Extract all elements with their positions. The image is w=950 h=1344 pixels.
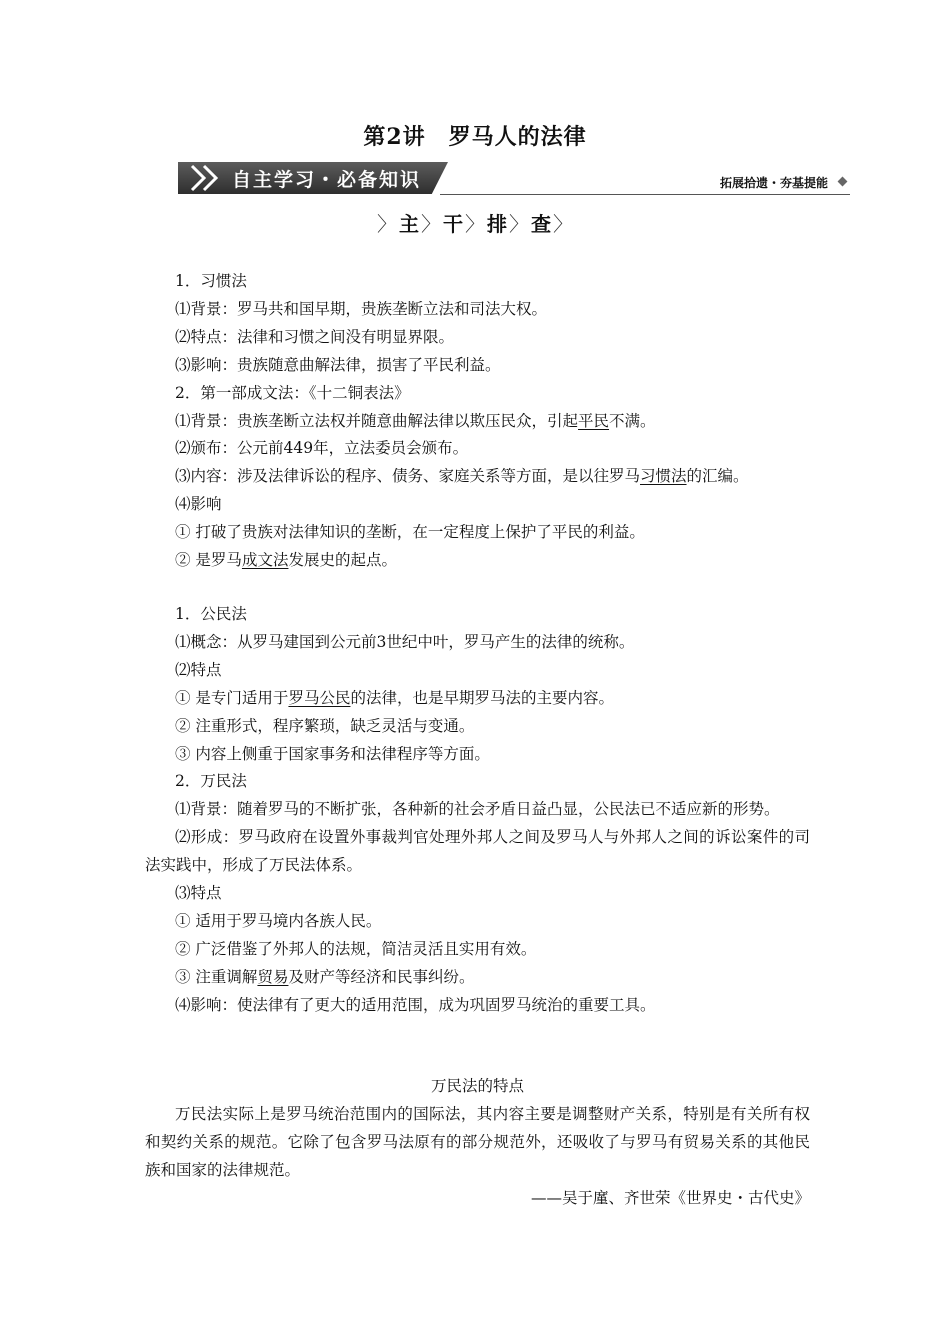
text-line: ⑵特点：法律和习惯之间没有明显界限。	[175, 327, 455, 346]
underlined-answer: 习惯法	[640, 467, 687, 486]
diamond-icon	[838, 177, 848, 187]
text-paragraph: ⑴背景：随着罗马的不断扩张，各种新的社会矛盾日益凸显，公民法已不适应新的形势。	[175, 800, 780, 819]
excerpt-body: 万民法实际上是罗马统治范围内的国际法，其内容主要是调整财产关系，特别是有关所有权和契约关系的规范。它除了包含罗马法原有的部分规范外，还吸收了与罗马有贸易关系的其他民族和国家的法律规范。	[145, 1104, 810, 1179]
text-line: ③ 内容上侧重于国家事务和法律程序等方面。	[175, 744, 490, 763]
text-line: ⑵特点	[175, 660, 222, 679]
text-line: ⑴概念：从罗马建国到公元前3世纪中叶，罗马产生的法律的统称。	[175, 632, 635, 651]
underlined-answer: 罗马公民	[288, 688, 351, 707]
banner-divider	[440, 194, 850, 195]
section-banner	[178, 160, 850, 196]
banner-right-label: 拓展拾遗・夯基提能	[719, 176, 828, 190]
text-line: ⑴背景：罗马共和国早期，贵族垄断立法和司法大权。	[175, 299, 548, 318]
double-chevron-icon	[186, 162, 226, 194]
heading-law-of-nations: 2．万民法	[175, 772, 247, 791]
text-line: ⑷影响	[175, 495, 222, 514]
heading-char: 排	[487, 212, 507, 236]
text-line: ① 打破了贵族对法律知识的垄断，在一定程度上保护了平民的利益。	[175, 523, 645, 542]
excerpt-title: 万民法的特点	[430, 1077, 524, 1095]
text-line: ⑴背景：贵族垄断立法权并随意曲解法律以欺压民众，引起平民不满。	[175, 411, 656, 430]
heading-char: 干	[443, 212, 463, 236]
heading-char: 查	[531, 212, 551, 236]
text-line: ⑶内容：涉及法律诉讼的程序、债务、家庭关系等方面，是以往罗马习惯法的汇编。	[175, 467, 749, 486]
text-line: ② 广泛借鉴了外邦人的法规，简洁灵活且实用有效。	[175, 939, 537, 958]
text-line: ⑵颁布：公元前449年，立法委员会颁布。	[175, 439, 469, 458]
underlined-answer: 成文法	[241, 551, 289, 570]
banner-left-label: 自主学习・必备知识	[232, 169, 422, 191]
underlined-answer: 平民	[578, 411, 610, 430]
heading-twelve-tables: 2．第一部成文法：《十二铜表法》	[175, 383, 410, 402]
text-line: ② 是罗马成文法发展史的起点。	[175, 551, 397, 570]
section-heading: 〉 主 〉 干 〉 排 〉 查 〉	[0, 208, 950, 237]
heading-char: 主	[399, 212, 419, 236]
text-line: ① 是专门适用于罗马公民的法律，也是早期罗马法的主要内容。	[175, 688, 614, 707]
text-line: ② 注重形式，程序繁琐，缺乏灵活与变通。	[175, 716, 475, 735]
underlined-answer: 贸易	[257, 967, 289, 986]
text-paragraph: ⑵形成：罗马政府在设置外事裁判官处理外邦人之间及罗马人与外邦人之间的诉讼案件的司法实践中，形成了万民法体系。	[145, 828, 810, 875]
part-one	[145, 268, 810, 575]
text-line: ⑶影响：贵族随意曲解法律，损害了平民利益。	[175, 355, 501, 374]
excerpt-source: ——吴于廑、齐世荣《世界史・古代史》	[530, 1188, 810, 1207]
text-line: ⑷影响：使法律有了更大的适用范围，成为巩固罗马统治的重要工具。	[175, 995, 656, 1014]
excerpt-box	[145, 1073, 810, 1213]
heading-customary-law: 1．习惯法	[175, 272, 247, 290]
page-title: 第2讲 罗马人的法律	[363, 124, 587, 150]
text-line: ⑶特点	[175, 884, 222, 903]
heading-civil-law: 1．公民法	[175, 605, 247, 623]
text-line: ③ 注重调解贸易及财产等经济和民事纠纷。	[175, 967, 475, 986]
text-line: ① 适用于罗马境内各族人民。	[175, 911, 382, 930]
part-two	[145, 601, 810, 1020]
